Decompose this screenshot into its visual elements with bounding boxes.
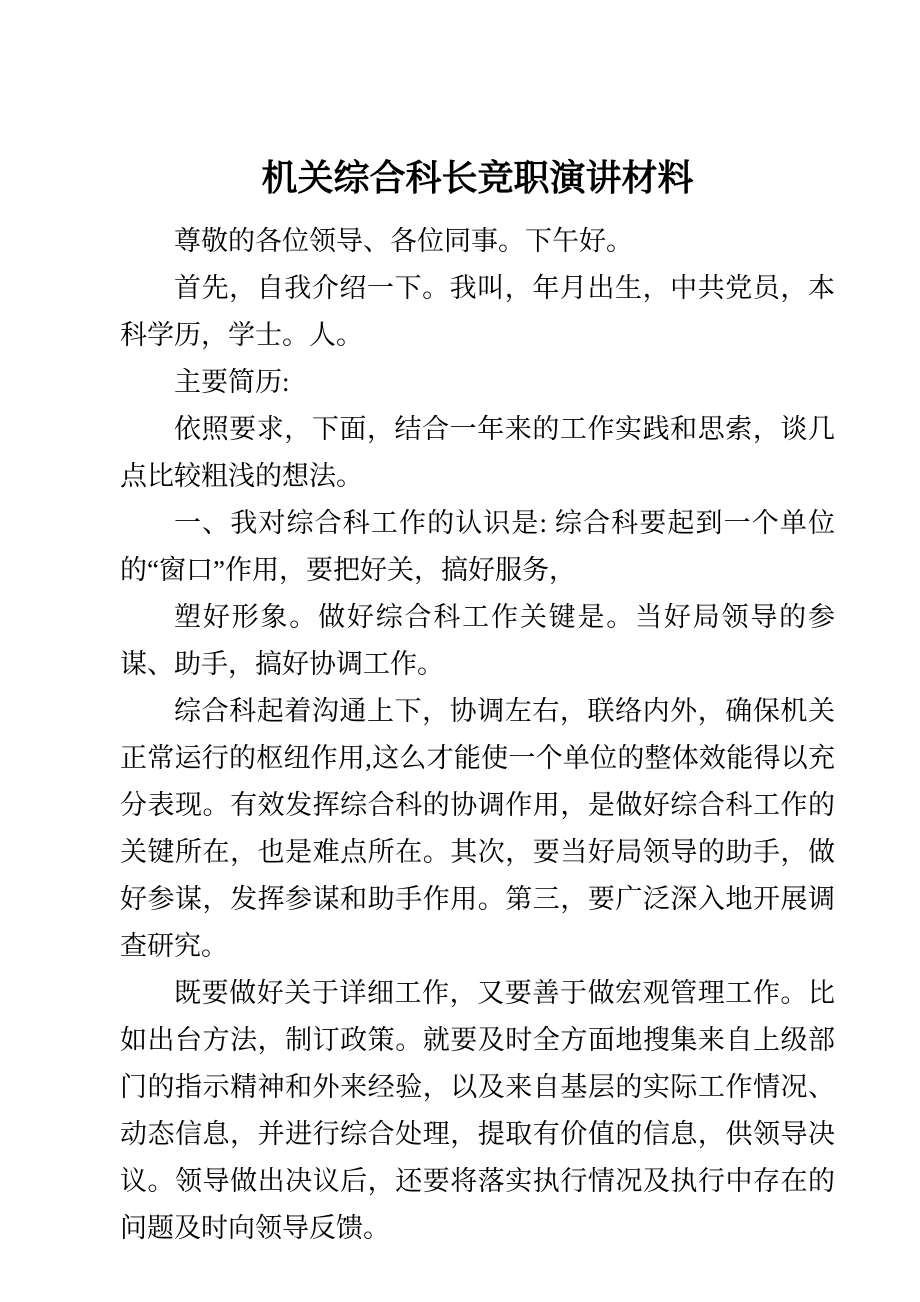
paragraph-shape-image: 塑好形象。做好综合科工作关键是。当好局领导的参谋、助手，搞好协调工作。: [120, 602, 835, 679]
paragraph-preamble: 依照要求，下面，结合一年来的工作实践和思索，谈几点比较粗浅的想法。: [120, 414, 835, 491]
document-title: 机关综合科长竞职演讲材料: [261, 158, 694, 198]
document-body: [120, 218, 835, 1252]
paragraph-section-one: 一、我对综合科工作的认识是: 综合科要起到一个单位的“窗口”作用，要把好关，搞好服务，: [120, 508, 835, 585]
paragraph-self-introduction: 首先，自我介绍一下。我叫，年月出生，中共党员，本科学历，学士。人。: [120, 273, 835, 350]
paragraph-hub-role: 综合科起着沟通上下，协调左右，联络内外，确保机关正常运行的枢纽作用,这么才能使一个单位的整体效能得以充分表现。有效发挥综合科的协调作用，是做好综合科工作的关键所在，也是难点所在。其次，要当好局领导的助手，做好参谋，发挥参谋和助手作用。第三，要广泛深入地开展调查研究。: [120, 696, 835, 961]
paragraph-greeting: 尊敬的各位领导、各位同事。下午好。: [174, 226, 633, 256]
paragraph-resume-heading: 主要简历:: [174, 367, 290, 397]
paragraph-macro-management: 既要做好关于详细工作，又要善于做宏观管理工作。比如出台方法，制订政策。就要及时全方面地搜集来自上级部门的指示精神和外来经验，以及来自基层的实际工作情况、动态信息，并进行综合处理，提取有价值的信息，供领导决议。领导做出决议后，还要将落实执行情况及执行中存在的问题及时向领导反馈。: [120, 978, 835, 1243]
